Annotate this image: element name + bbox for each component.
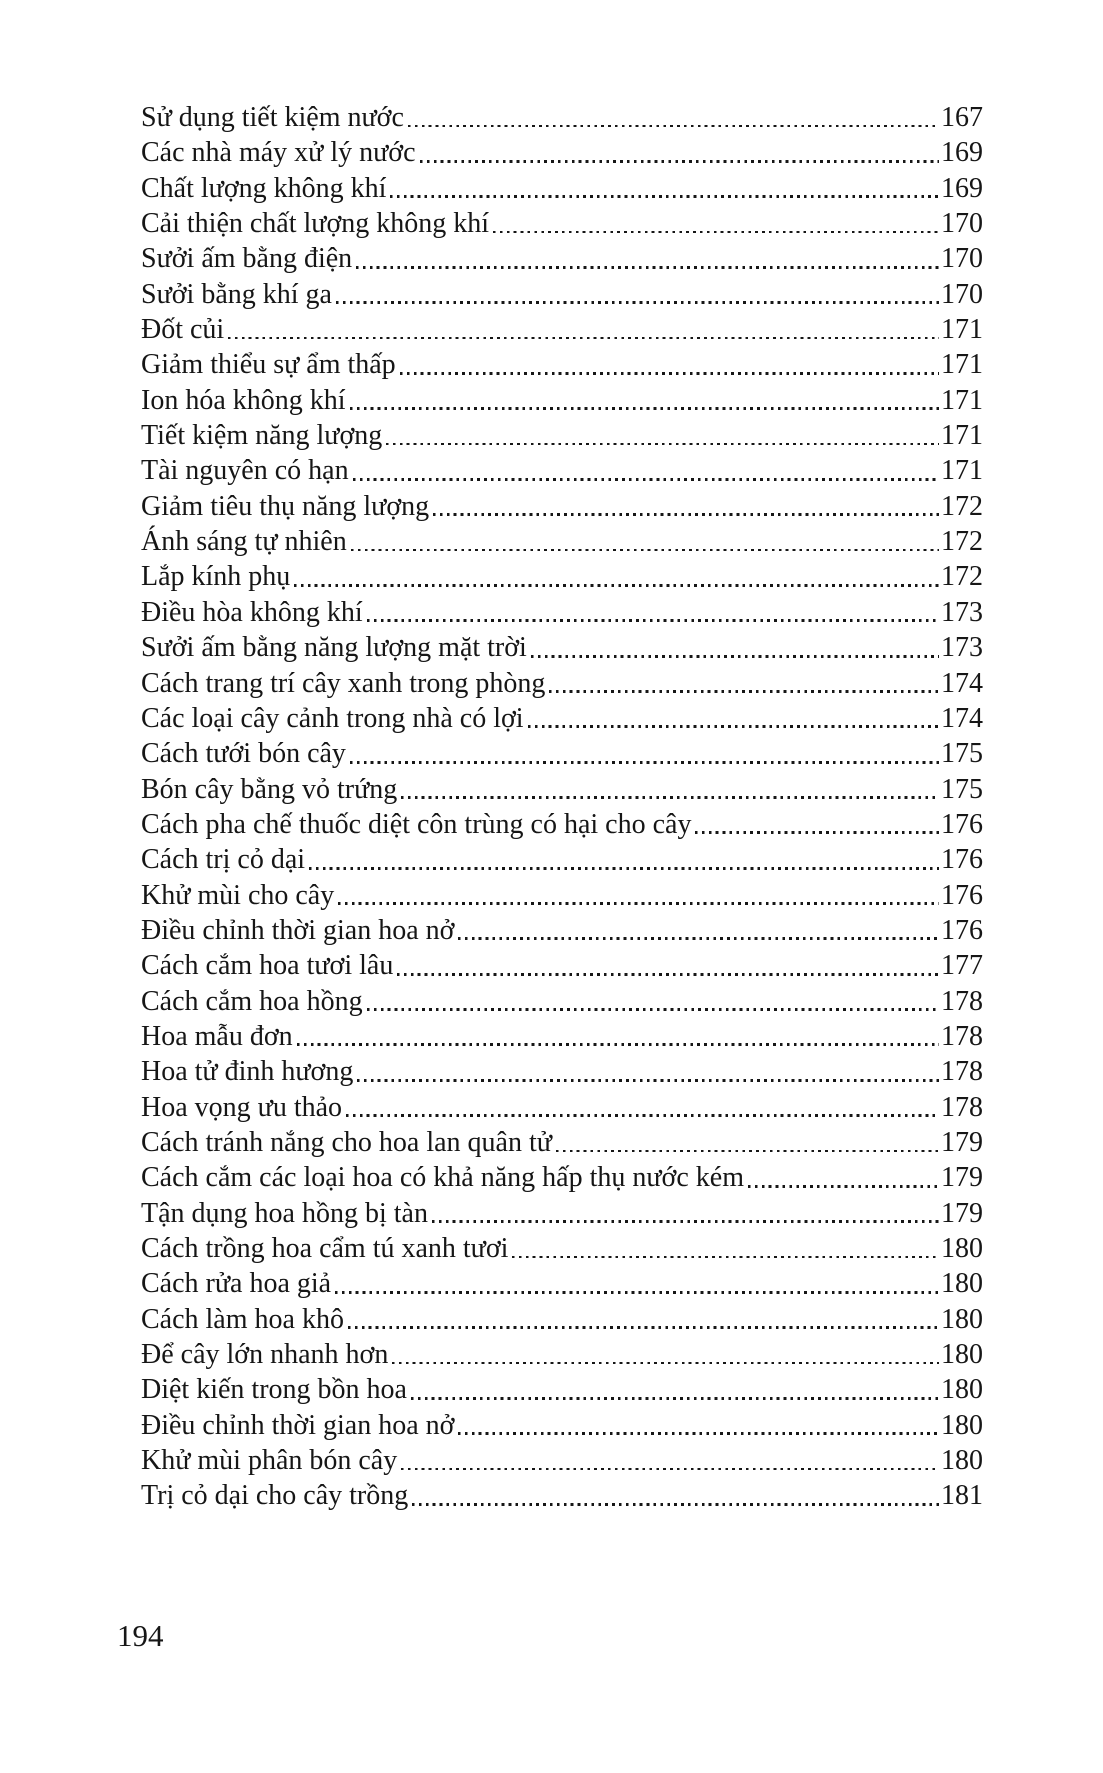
toc-entry <box>141 984 983 1019</box>
toc-entry-page: 180 <box>941 1303 983 1335</box>
toc-dot-leader <box>293 1019 941 1054</box>
toc-entry <box>141 1019 983 1054</box>
toc-entry-page: 180 <box>941 1339 983 1371</box>
toc-entry-page: 178 <box>941 1020 983 1052</box>
toc-entry-title: Hoa mẫu đơn <box>141 1020 293 1052</box>
toc-entry <box>141 807 983 842</box>
toc-entry-page: 171 <box>941 455 983 487</box>
toc-entry <box>141 347 983 382</box>
toc-entry-title: Chất lượng không khí <box>141 172 387 204</box>
toc-entry-title: Cách tránh nắng cho hoa lan quân tử <box>141 1126 552 1158</box>
toc-dot-leader <box>454 913 941 948</box>
toc-entry-title: Các nhà máy xử lý nước <box>141 137 416 169</box>
toc-dot-leader <box>352 241 941 276</box>
toc-entry-page: 173 <box>941 596 983 628</box>
toc-entry <box>141 1231 983 1266</box>
toc-dot-leader <box>346 736 941 771</box>
toc-entry-page: 169 <box>941 137 983 169</box>
toc-entry <box>141 630 983 665</box>
toc-entry-title: Đốt củi <box>141 314 225 346</box>
toc-entry-title: Cách cắm các loại hoa có khả năng hấp thụ nước kém <box>141 1162 744 1194</box>
toc-entry-title: Khử mùi cho cây <box>141 879 335 911</box>
toc-entry-title: Giảm thiểu sự ẩm thấp <box>141 349 396 381</box>
toc-entry <box>141 1196 983 1231</box>
toc-dot-leader <box>691 807 941 842</box>
toc-entry-title: Hoa vọng ưu thảo <box>141 1091 343 1123</box>
toc-entry <box>141 1160 983 1195</box>
toc-entry-page: 176 <box>941 914 983 946</box>
toc-entry-title: Trị cỏ dại cho cây trồng <box>141 1480 409 1512</box>
toc-entry-title: Các loại cây cảnh trong nhà có lợi <box>141 702 524 734</box>
toc-entry-page: 176 <box>941 879 983 911</box>
toc-entry-title: Điều chỉnh thời gian hoa nở <box>141 1409 455 1441</box>
toc-entry <box>141 489 983 524</box>
toc-entry-page: 176 <box>941 808 983 840</box>
toc-dot-leader <box>397 772 941 807</box>
toc-dot-leader <box>290 559 941 594</box>
toc-entry-page: 175 <box>941 773 983 805</box>
toc-dot-leader <box>363 984 941 1019</box>
toc-dot-leader <box>552 1125 941 1160</box>
toc-dot-leader <box>382 418 941 453</box>
toc-dot-leader <box>353 1054 941 1089</box>
toc-entry-page: 181 <box>941 1480 983 1512</box>
toc-entry-page: 171 <box>941 349 983 381</box>
toc-dot-leader <box>342 1090 941 1125</box>
toc-entry <box>141 913 983 948</box>
toc-entry-page: 176 <box>941 844 983 876</box>
toc-entry-page: 171 <box>941 384 983 416</box>
toc-entry-title: Cách làm hoa khô <box>141 1303 344 1335</box>
toc-entry-title: Cách trị cỏ dại <box>141 844 306 876</box>
toc-entry-page: 179 <box>941 1197 983 1229</box>
toc-entry <box>141 772 983 807</box>
toc-entry-title: Để cây lớn nhanh hơn <box>141 1339 389 1371</box>
toc-entry-page: 178 <box>941 985 983 1017</box>
toc-dot-leader <box>305 842 941 877</box>
toc-entry-page: 174 <box>941 702 983 734</box>
toc-dot-leader <box>349 453 941 488</box>
toc-dot-leader <box>346 383 941 418</box>
toc-entry <box>141 559 983 594</box>
toc-dot-leader <box>332 277 941 312</box>
toc-dot-leader <box>545 666 941 701</box>
toc-dot-leader <box>408 1478 941 1513</box>
toc-entry-title: Lắp kính phụ <box>141 561 291 593</box>
toc-dot-leader <box>334 878 941 913</box>
toc-dot-leader <box>489 206 941 241</box>
toc-entry-title: Giảm tiêu thụ năng lượng <box>141 490 430 522</box>
toc-entry-page: 175 <box>941 738 983 770</box>
toc-dot-leader <box>397 1443 941 1478</box>
toc-entry-title: Tài nguyên có hạn <box>141 455 349 487</box>
toc-entry-title: Sưởi ấm bằng điện <box>141 243 353 275</box>
toc-entry <box>141 1478 983 1513</box>
toc-entry <box>141 1054 983 1089</box>
toc-entry-title: Tận dụng hoa hồng bị tàn <box>141 1197 428 1229</box>
toc-dot-leader <box>508 1231 941 1266</box>
toc-entry-page: 174 <box>941 667 983 699</box>
toc-entry <box>141 241 983 276</box>
toc-entry-page: 170 <box>941 243 983 275</box>
toc-entry-page: 180 <box>941 1268 983 1300</box>
toc-entry-title: Ánh sáng tự nhiên <box>141 526 347 558</box>
toc-entry <box>141 383 983 418</box>
toc-entry <box>141 1266 983 1301</box>
toc-entry <box>141 453 983 488</box>
toc-entry-title: Hoa tử đinh hương <box>141 1056 354 1088</box>
toc-list <box>141 100 983 1514</box>
toc-dot-leader <box>388 1337 941 1372</box>
toc-entry-page: 180 <box>941 1409 983 1441</box>
toc-dot-leader <box>331 1266 941 1301</box>
toc-dot-leader <box>396 347 941 382</box>
toc-entry-title: Sưởi ấm bằng năng lượng mặt trời <box>141 632 527 664</box>
toc-entry <box>141 701 983 736</box>
toc-entry <box>141 418 983 453</box>
toc-entry-page: 180 <box>941 1374 983 1406</box>
toc-entry <box>141 171 983 206</box>
toc-entry <box>141 1125 983 1160</box>
toc-entry-title: Cách rửa hoa giả <box>141 1268 332 1300</box>
toc-entry <box>141 524 983 559</box>
toc-dot-leader <box>404 100 941 135</box>
toc-dot-leader <box>744 1160 941 1195</box>
toc-entry <box>141 842 983 877</box>
toc-entry-title: Cải thiện chất lượng không khí <box>141 208 490 240</box>
toc-dot-leader <box>428 1196 941 1231</box>
toc-entry-page: 167 <box>941 102 983 133</box>
toc-entry-page: 171 <box>941 420 983 452</box>
toc-entry <box>141 595 983 630</box>
toc-entry <box>141 948 983 983</box>
toc-entry <box>141 878 983 913</box>
toc-entry-page: 172 <box>941 490 983 522</box>
toc-entry <box>141 1337 983 1372</box>
toc-entry <box>141 736 983 771</box>
toc-entry-title: Cách cắm hoa tươi lâu <box>141 950 394 982</box>
toc-entry-page: 178 <box>941 1091 983 1123</box>
toc-entry-title: Sử dụng tiết kiệm nước <box>141 102 404 133</box>
toc-entry-title: Điều chỉnh thời gian hoa nở <box>141 914 455 946</box>
toc-entry-title: Điều hòa không khí <box>141 596 363 628</box>
toc-entry <box>141 1302 983 1337</box>
toc-entry-page: 177 <box>941 950 983 982</box>
toc-dot-leader <box>344 1302 941 1337</box>
toc-dot-leader <box>524 701 941 736</box>
toc-entry-page: 172 <box>941 561 983 593</box>
toc-entry-title: Cách cắm hoa hồng <box>141 985 363 1017</box>
toc-entry <box>141 206 983 241</box>
toc-entry-page: 170 <box>941 278 983 310</box>
folio-page-number: 194 <box>117 1618 164 1653</box>
toc-entry-title: Cách tưới bón cây <box>141 738 346 770</box>
toc-entry <box>141 100 983 135</box>
toc-entry <box>141 312 983 347</box>
toc-entry-title: Ion hóa không khí <box>141 384 346 416</box>
toc-dot-leader <box>454 1408 941 1443</box>
toc-dot-leader <box>347 524 941 559</box>
toc-dot-leader <box>393 948 941 983</box>
toc-entry-page: 171 <box>941 314 983 346</box>
toc-entry-title: Sưởi bằng khí ga <box>141 278 332 310</box>
toc-entry-page: 170 <box>941 208 983 240</box>
toc-dot-leader <box>527 630 941 665</box>
toc-entry-page: 180 <box>941 1445 983 1477</box>
toc-entry <box>141 1443 983 1478</box>
toc-entry-title: Cách trang trí cây xanh trong phòng <box>141 667 546 699</box>
toc-dot-leader <box>429 489 941 524</box>
toc-entry-page: 179 <box>941 1126 983 1158</box>
toc-dot-leader <box>386 171 941 206</box>
toc-entry-page: 178 <box>941 1056 983 1088</box>
toc-entry <box>141 666 983 701</box>
toc-entry-page: 180 <box>941 1233 983 1264</box>
toc-entry-title: Cách pha chế thuốc diệt côn trùng có hại cho cây <box>141 808 692 840</box>
toc-entry-page: 169 <box>941 172 983 204</box>
toc-entry-page: 172 <box>941 526 983 558</box>
toc-entry <box>141 1372 983 1407</box>
toc-entry-title: Diệt kiến trong bồn hoa <box>141 1374 407 1406</box>
toc-entry-page: 179 <box>941 1162 983 1194</box>
toc-dot-leader <box>224 312 941 347</box>
toc-entry-title: Khử mùi phân bón cây <box>141 1445 398 1477</box>
toc-entry <box>141 1090 983 1125</box>
toc-entry <box>141 135 983 170</box>
toc-entry-title: Tiết kiệm năng lượng <box>141 420 383 452</box>
toc-dot-leader <box>416 135 941 170</box>
toc-dot-leader <box>363 595 941 630</box>
toc-entry-page: 173 <box>941 632 983 664</box>
toc-entry <box>141 277 983 312</box>
toc-entry <box>141 1408 983 1443</box>
toc-entry-title: Cách trồng hoa cẩm tú xanh tươi <box>141 1233 509 1264</box>
toc-dot-leader <box>407 1372 941 1407</box>
toc-entry-title: Bón cây bằng vỏ trứng <box>141 773 398 805</box>
